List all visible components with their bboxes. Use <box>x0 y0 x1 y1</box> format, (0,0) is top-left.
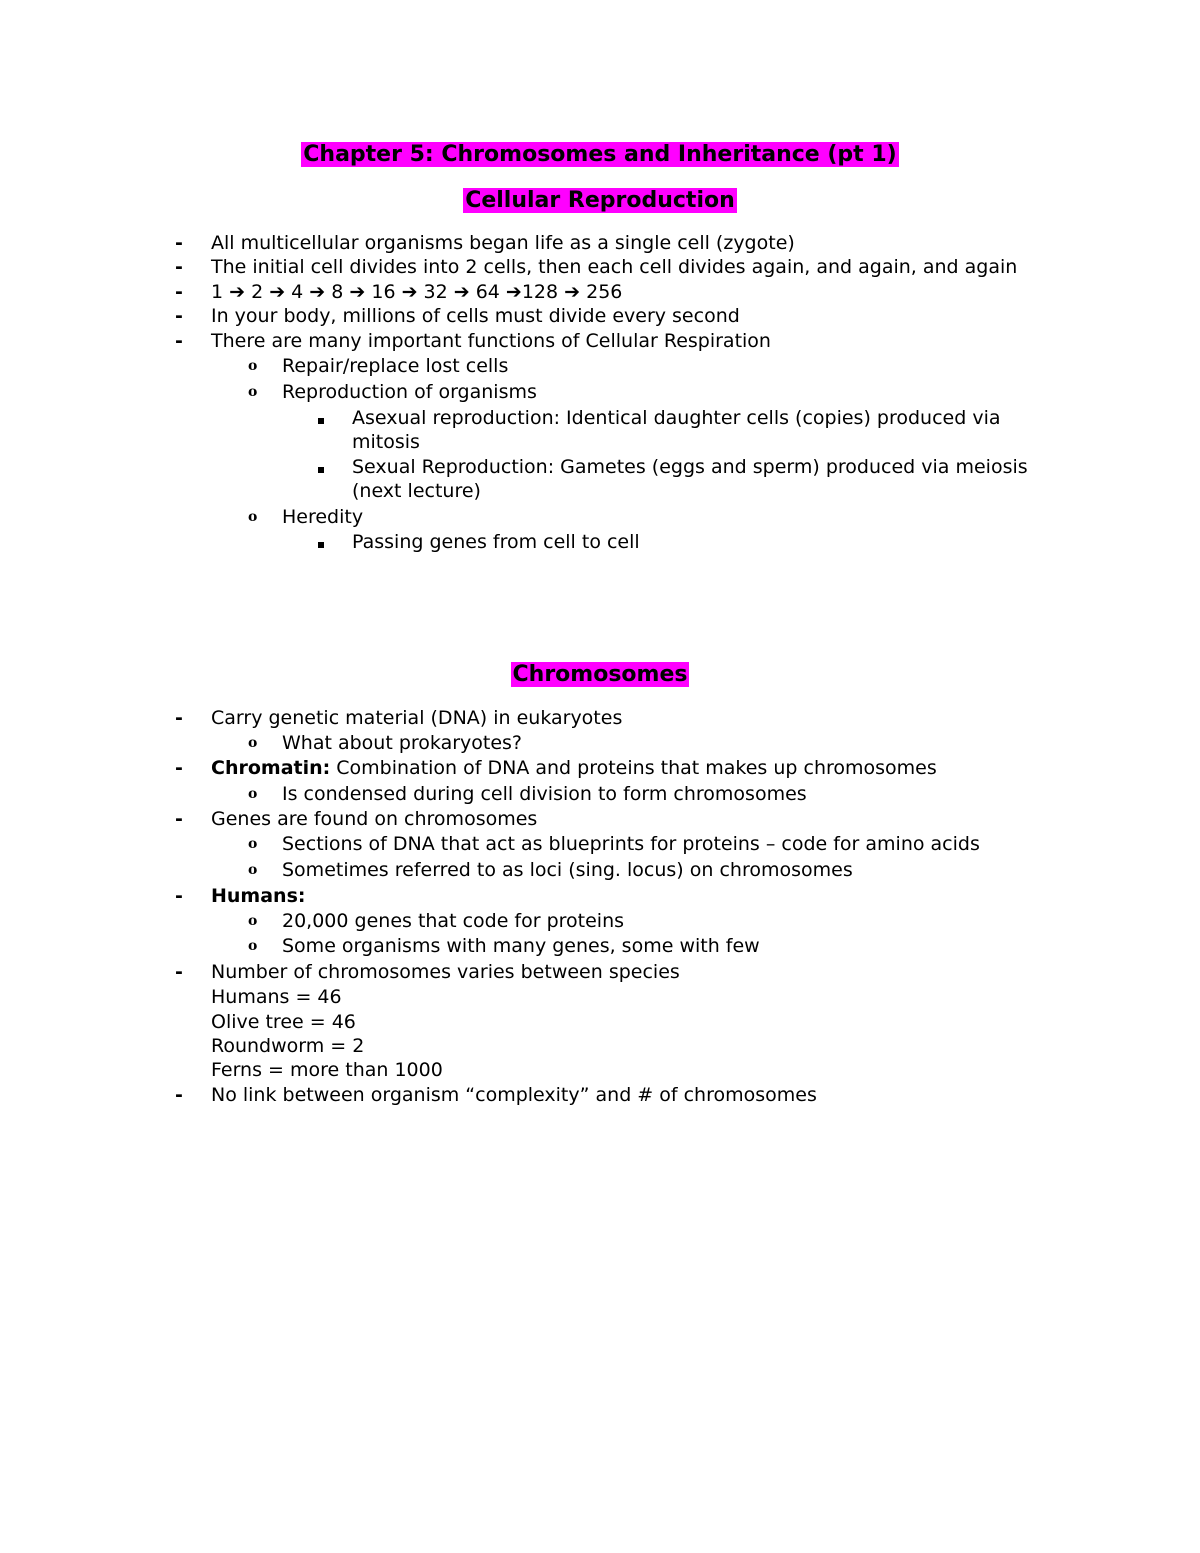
section-heading-text: Chromosomes <box>512 662 688 687</box>
dash-bullet: - <box>175 305 183 327</box>
sub-list-item: Is condensed during cell division to form chromosomes <box>282 783 807 805</box>
dash-bullet: - <box>175 961 183 983</box>
sub-sub-list-item-continuation: mitosis <box>352 431 420 453</box>
circle-bullet: o <box>248 862 258 878</box>
chromosome-count: Ferns = more than 1000 <box>211 1059 443 1081</box>
circle-bullet: o <box>248 509 258 525</box>
list-item-humans: Humans: <box>211 885 306 907</box>
list-item: 1 ➔ 2 ➔ 4 ➔ 8 ➔ 16 ➔ 32 ➔ 64 ➔128 ➔ 256 <box>211 281 623 303</box>
list-item: Carry genetic material (DNA) in eukaryotes <box>211 707 623 729</box>
circle-bullet: o <box>248 938 258 954</box>
square-bullet <box>318 455 324 479</box>
list-item: All multicellular organisms began life as a single cell (zygote) <box>211 232 795 254</box>
sub-list-item: 20,000 genes that code for proteins <box>282 910 625 932</box>
sub-list-item: Some organisms with many genes, some with few <box>282 935 760 957</box>
list-item: In your body, millions of cells must divide every second <box>211 305 740 327</box>
definition-chromatin: Combination of DNA and proteins that makes up chromosomes <box>330 757 937 779</box>
dash-bullet: - <box>175 1084 183 1106</box>
circle-bullet: o <box>248 384 258 400</box>
list-item-chromatin <box>211 756 937 780</box>
sub-list-item: Heredity <box>282 506 364 528</box>
circle-bullet: o <box>248 836 258 852</box>
sub-sub-list-item: Passing genes from cell to cell <box>352 531 640 553</box>
sub-list-item: Sections of DNA that act as blueprints for proteins – code for amino acids <box>282 833 980 855</box>
sub-list-item: Repair/replace lost cells <box>282 355 509 377</box>
sub-list-item: Reproduction of organisms <box>282 381 537 403</box>
section-heading-cellular-reproduction <box>0 186 1200 216</box>
dash-bullet: - <box>175 281 183 303</box>
list-item: There are many important functions of Cellular Respiration <box>211 330 771 352</box>
list-item: The initial cell divides into 2 cells, then each cell divides again, and again, and again <box>211 256 1018 278</box>
sub-list-item: What about prokaryotes? <box>282 732 523 754</box>
dash-bullet: - <box>175 232 183 254</box>
list-item: Number of chromosomes varies between species <box>211 961 680 983</box>
dash-bullet: - <box>175 330 183 352</box>
chromosome-count: Olive tree = 46 <box>211 1011 356 1033</box>
sub-list-item: Sometimes referred to as loci (sing. locus) on chromosomes <box>282 859 853 881</box>
page-title <box>0 140 1200 170</box>
sub-sub-list-item: Sexual Reproduction: Gametes (eggs and sperm) produced via meiosis <box>352 456 1028 478</box>
section-heading-text: Cellular Reproduction <box>465 188 735 213</box>
list-item: No link between organism “complexity” and # of chromosomes <box>211 1084 817 1106</box>
page-title-text: Chapter 5: Chromosomes and Inheritance (pt 1) <box>303 142 897 167</box>
dash-bullet: - <box>175 707 183 729</box>
list-item: Genes are found on chromosomes <box>211 808 538 830</box>
circle-bullet: o <box>248 358 258 374</box>
sub-sub-list-item: Asexual reproduction: Identical daughter cells (copies) produced via <box>352 407 1001 429</box>
dash-bullet: - <box>175 757 183 779</box>
section-heading-chromosomes <box>0 660 1200 690</box>
chromosome-count: Roundworm = 2 <box>211 1035 365 1057</box>
chromosome-count: Humans = 46 <box>211 986 342 1008</box>
circle-bullet: o <box>248 913 258 929</box>
dash-bullet: - <box>175 885 183 907</box>
square-bullet <box>318 530 324 554</box>
term-chromatin: Chromatin: <box>211 757 331 779</box>
dash-bullet: - <box>175 808 183 830</box>
square-bullet <box>318 406 324 430</box>
circle-bullet: o <box>248 735 258 751</box>
dash-bullet: - <box>175 256 183 278</box>
sub-sub-list-item-continuation: (next lecture) <box>352 480 481 502</box>
circle-bullet: o <box>248 786 258 802</box>
